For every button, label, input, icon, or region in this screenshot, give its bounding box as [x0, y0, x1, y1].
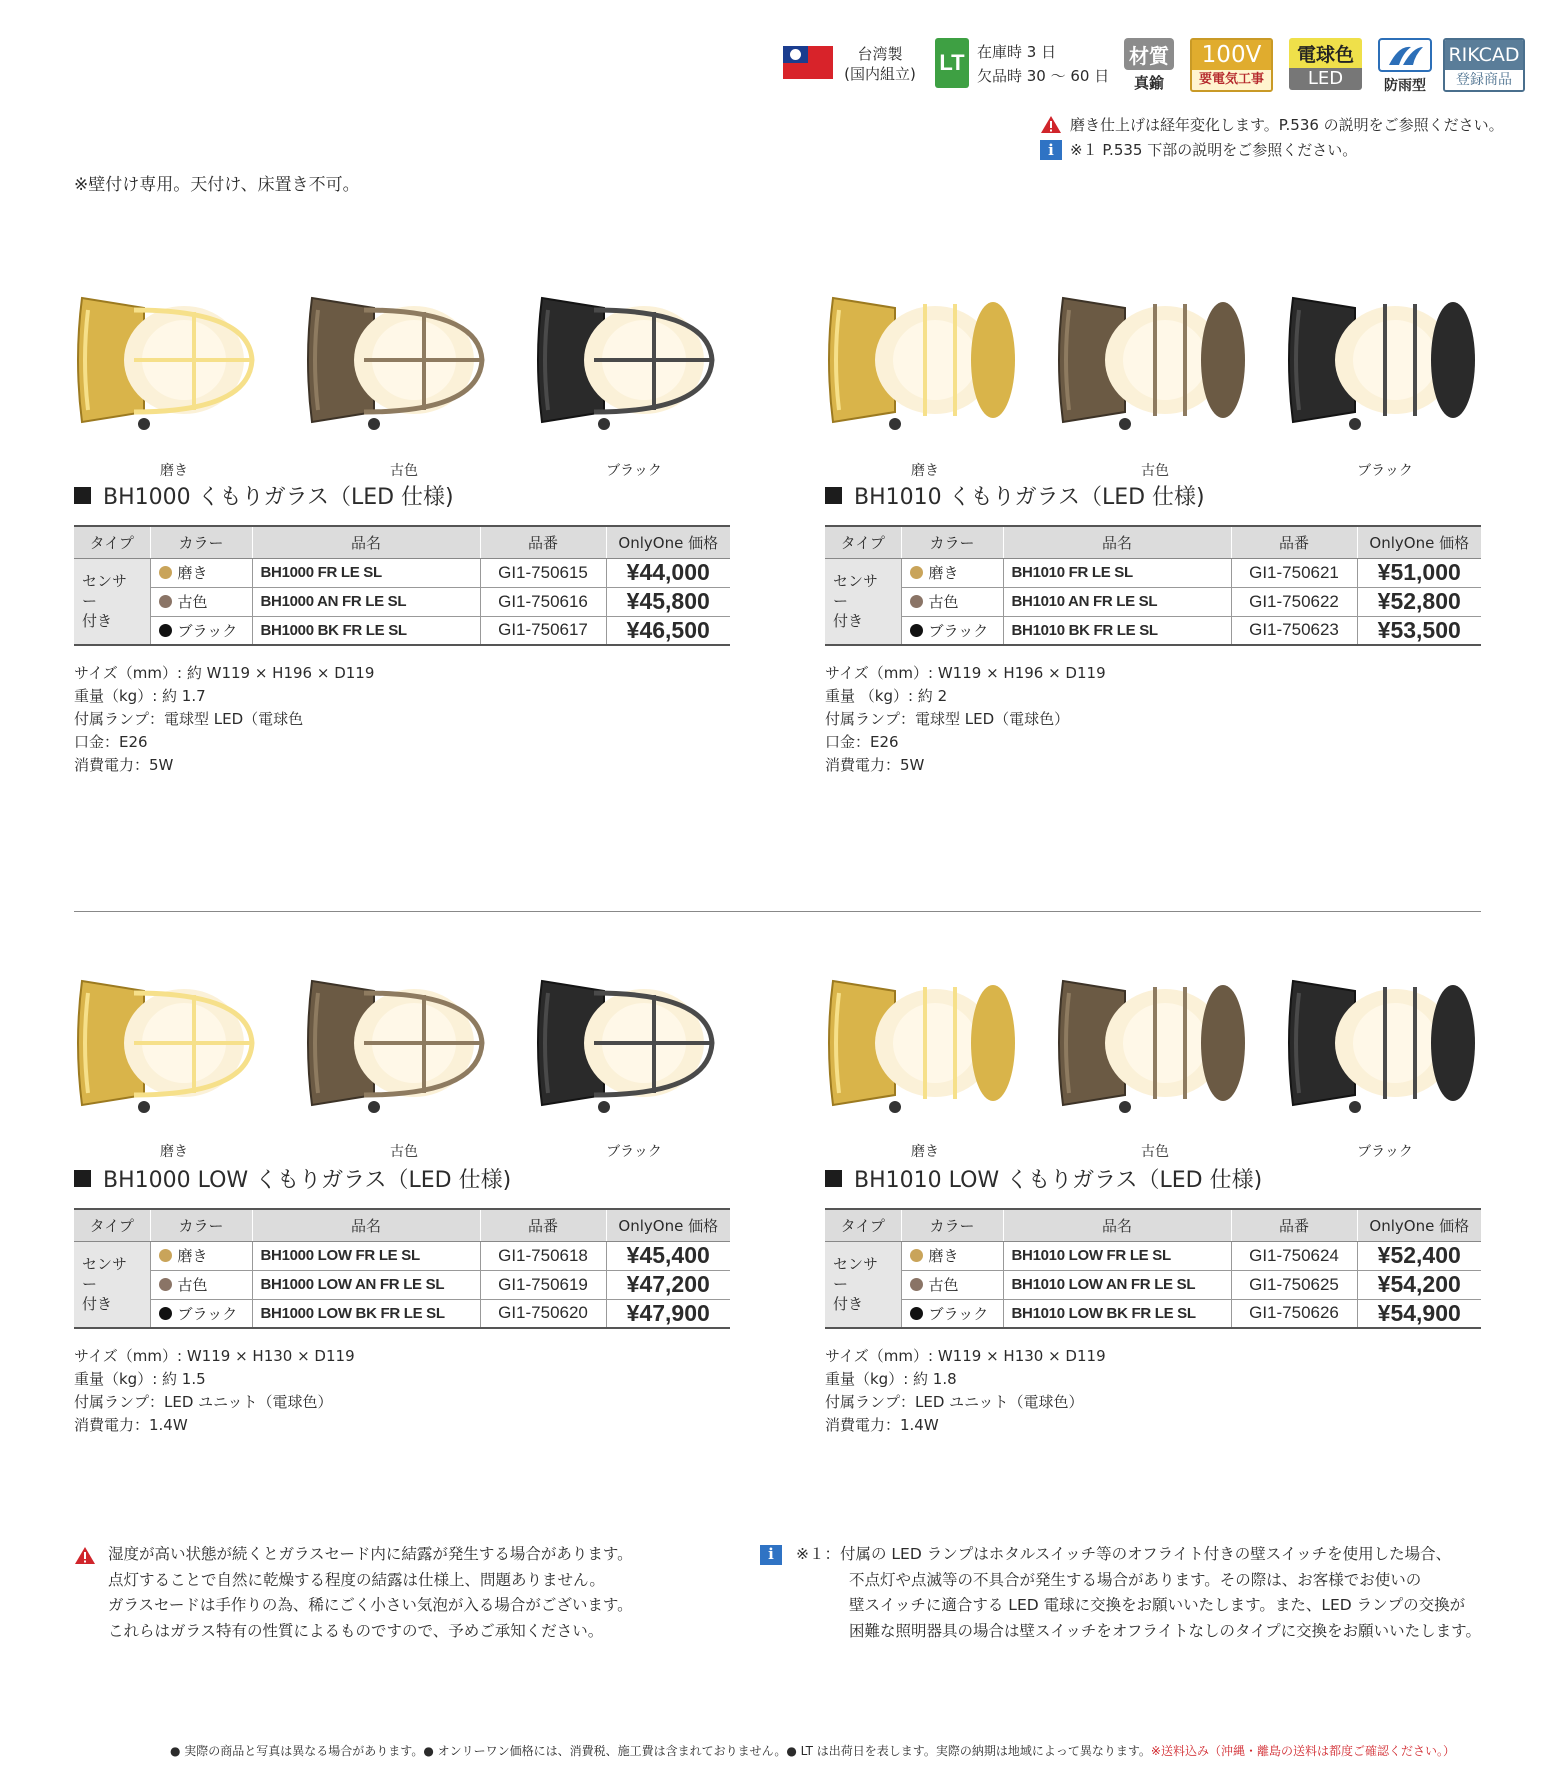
lamp-photo: [825, 290, 1040, 434]
product-price: ¥51,000: [1357, 558, 1481, 587]
lamp-photo: [534, 290, 749, 434]
table-header: タイプ: [74, 1209, 150, 1241]
square-bullet-icon: [825, 1170, 842, 1187]
table-row: [74, 587, 730, 616]
table-row: [825, 558, 1481, 587]
table-row: [825, 1270, 1481, 1299]
finish-label: 古色: [1141, 1144, 1169, 1160]
led-badge: 電球色 LED: [1289, 38, 1362, 90]
product-price: ¥46,500: [606, 616, 730, 645]
product-code: GI1-750625: [1231, 1270, 1357, 1299]
spec-list: [74, 662, 730, 777]
color-cell: ブラック: [150, 1299, 252, 1328]
type-cell: センサー 付き: [825, 1241, 901, 1328]
table-header: 品番: [480, 1209, 606, 1241]
table-row: [74, 1299, 730, 1328]
color-dot-icon: [159, 1249, 172, 1262]
product-photos: [74, 290, 730, 480]
spec-item: 重量（kg）: 約 1.5: [74, 1370, 206, 1388]
table-row: [825, 616, 1481, 645]
finish-label: ブラック: [1357, 1144, 1413, 1160]
spec-item: 消費電力：5W: [74, 756, 174, 774]
color-cell: 古色: [901, 1270, 1003, 1299]
table-row: [825, 1299, 1481, 1328]
table-header: OnlyOne 価格: [606, 1209, 730, 1241]
material-badge: 材質 真鍮: [1124, 38, 1174, 93]
table-header: 品番: [480, 526, 606, 558]
made-in-label: 台湾製 (国内組立): [844, 45, 916, 83]
color-cell: 古色: [150, 1270, 252, 1299]
led-switch-remark: i ※１：付属の LED ランプはホタルスイッチ等のオフライト付きの壁スイッチを使用した場合、 不点灯や点滅等の不具合が発生する場合があります。その際は、お客様でお使いの 壁スイッチに適合する LED 電球に交換をお願いいたします。また、LED ランプの交換が 困難な照明器具の場合は壁スイッチをオフライトなしのタイプに交換をお願いいたします。: [760, 1542, 1530, 1644]
table-header: 品名: [252, 1209, 480, 1241]
product-code: GI1-750618: [480, 1241, 606, 1270]
color-dot-icon: [910, 595, 923, 608]
table-header: カラー: [901, 526, 1003, 558]
table-header: 品名: [252, 526, 480, 558]
product-code: GI1-750616: [480, 587, 606, 616]
color-cell: 磨き: [901, 558, 1003, 587]
table-row: [74, 1270, 730, 1299]
spec-list: [825, 662, 1481, 777]
color-cell: 古色: [150, 587, 252, 616]
product-name: BH1000 AN FR LE SL: [252, 587, 480, 616]
product-price: ¥53,500: [1357, 616, 1481, 645]
price-table: [825, 525, 1481, 646]
product-photos: [825, 973, 1481, 1163]
voltage-badge: 100V 要電気工事: [1190, 38, 1273, 92]
color-dot-icon: [159, 595, 172, 608]
product-code: GI1-750622: [1231, 587, 1357, 616]
color-dot-icon: [910, 1307, 923, 1320]
color-cell: ブラック: [901, 1299, 1003, 1328]
product-code: GI1-750624: [1231, 1241, 1357, 1270]
product-price: ¥52,800: [1357, 587, 1481, 616]
finish-label: 磨き: [160, 1144, 188, 1160]
product-bh1010-low: [825, 973, 1481, 1437]
finish-label: ブラック: [606, 1144, 662, 1160]
lamp-photo: [1285, 973, 1500, 1127]
color-cell: ブラック: [150, 616, 252, 645]
product-price: ¥47,900: [606, 1299, 730, 1328]
finish-label: ブラック: [606, 463, 662, 479]
table-row: [74, 558, 730, 587]
finish-label: 古色: [1141, 463, 1169, 479]
product-code: GI1-750617: [480, 616, 606, 645]
table-header: 品名: [1003, 1209, 1231, 1241]
finish-label: 磨き: [911, 1144, 939, 1160]
price-table: [74, 525, 730, 646]
warning-icon: [1040, 115, 1062, 134]
finish-label: 古色: [390, 463, 418, 479]
price-table: [74, 1208, 730, 1329]
table-header: タイプ: [825, 1209, 901, 1241]
square-bullet-icon: [825, 487, 842, 504]
spec-item: 消費電力：1.4W: [825, 1416, 939, 1434]
product-photos: [74, 973, 730, 1163]
table-header: 品番: [1231, 1209, 1357, 1241]
color-cell: 磨き: [150, 558, 252, 587]
lamp-photo: [1285, 290, 1500, 434]
lamp-photo: [304, 290, 519, 434]
product-name: BH1000 BK FR LE SL: [252, 616, 480, 645]
product-price: ¥44,000: [606, 558, 730, 587]
finish-label: 磨き: [911, 463, 939, 479]
spec-item: 付属ランプ：電球型 LED（電球色）: [825, 710, 1070, 728]
color-dot-icon: [910, 1278, 923, 1291]
spec-item: 消費電力：1.4W: [74, 1416, 188, 1434]
product-title: BH1010 LOW くもりガラス（LED 仕様): [825, 1163, 1481, 1194]
color-dot-icon: [910, 1249, 923, 1262]
product-price: ¥54,900: [1357, 1299, 1481, 1328]
table-header: OnlyOne 価格: [1357, 1209, 1481, 1241]
color-dot-icon: [159, 566, 172, 579]
info-icon: i: [1040, 140, 1062, 160]
spec-item: 重量（kg）: 約 1.8: [825, 1370, 957, 1388]
square-bullet-icon: [74, 1170, 91, 1187]
spec-list: [74, 1345, 730, 1437]
condensation-caution: 湿度が高い状態が続くとガラスセード内に結露が発生する場合があります。 点灯することで自然に乾燥する程度の結露は仕様上、問題ありません。 ガラスセードは手作りの為、稀にごく小さい気泡が入る場合がございます。 これらはガラス特有の性質によるものですので、予めご承知ください。: [74, 1542, 694, 1644]
product-name: BH1000 LOW AN FR LE SL: [252, 1270, 480, 1299]
table-row: [74, 616, 730, 645]
color-dot-icon: [910, 566, 923, 579]
wall-mount-note: ※壁付け専用。天付け、床置き不可。: [74, 175, 360, 195]
spec-item: 付属ランプ：電球型 LED（電球色: [74, 710, 304, 728]
table-header: カラー: [150, 1209, 252, 1241]
spec-item: 重量 （kg）: 約 2: [825, 687, 948, 705]
info-icon: i: [760, 1545, 782, 1565]
type-cell: センサー 付き: [74, 1241, 150, 1328]
type-cell: センサー 付き: [825, 558, 901, 645]
lamp-photo: [304, 973, 519, 1127]
warning-icon: [74, 1546, 96, 1565]
spec-item: 付属ランプ：LED ユニット（電球色）: [74, 1393, 333, 1411]
product-code: GI1-750623: [1231, 616, 1357, 645]
section-divider: [74, 911, 1481, 912]
product-code: GI1-750619: [480, 1270, 606, 1299]
product-code: GI1-750626: [1231, 1299, 1357, 1328]
lamp-photo: [1055, 290, 1270, 434]
product-photos: [825, 290, 1481, 480]
table-header: 品番: [1231, 526, 1357, 558]
spec-item: 消費電力：5W: [825, 756, 925, 774]
lamp-photo: [825, 973, 1040, 1127]
lead-time-text: 在庫時 3 日 欠品時 30 〜 60 日: [977, 43, 1110, 85]
lamp-photo: [534, 973, 749, 1127]
product-name: BH1010 LOW FR LE SL: [1003, 1241, 1231, 1270]
table-row: [825, 587, 1481, 616]
product-price: ¥54,200: [1357, 1270, 1481, 1299]
spec-item: 口金：E26: [74, 733, 148, 751]
product-name: BH1000 FR LE SL: [252, 558, 480, 587]
color-dot-icon: [159, 1307, 172, 1320]
color-cell: 磨き: [150, 1241, 252, 1270]
product-name: BH1010 LOW AN FR LE SL: [1003, 1270, 1231, 1299]
header-notes: [1040, 114, 1504, 160]
table-row: [74, 1241, 730, 1270]
warn-note: 磨き仕上げは経年変化します。P.536 の説明をご参照ください。: [1070, 116, 1504, 134]
spec-item: サイズ（mm）: W119 × H130 × D119: [825, 1347, 1106, 1365]
taiwan-flag-icon: [783, 46, 833, 79]
color-dot-icon: [159, 624, 172, 637]
product-price: ¥45,800: [606, 587, 730, 616]
color-cell: ブラック: [901, 616, 1003, 645]
product-price: ¥52,400: [1357, 1241, 1481, 1270]
spec-item: 付属ランプ：LED ユニット（電球色）: [825, 1393, 1084, 1411]
product-price: ¥45,400: [606, 1241, 730, 1270]
spec-item: サイズ（mm）: W119 × H130 × D119: [74, 1347, 355, 1365]
product-title: BH1010 くもりガラス（LED 仕様): [825, 480, 1481, 511]
table-header: 品名: [1003, 526, 1231, 558]
color-cell: 古色: [901, 587, 1003, 616]
spec-list: [825, 1345, 1481, 1437]
product-name: BH1010 AN FR LE SL: [1003, 587, 1231, 616]
finish-label: 古色: [390, 1144, 418, 1160]
spec-item: サイズ（mm）: 約 W119 × H196 × D119: [74, 664, 375, 682]
page-footer: ● 実際の商品と写真は異なる場合があります。● オンリーワン価格には、消費税、施工費は含まれておりません。● LT は出荷日を表します。実際の納期は地域によって異なります。※送料込み（沖縄・離島の送料は都度ご確認ください。）: [170, 1744, 1455, 1758]
spec-item: 口金：E26: [825, 733, 899, 751]
color-dot-icon: [159, 1278, 172, 1291]
rainproof-icon: [1378, 38, 1432, 72]
product-title: BH1000 くもりガラス（LED 仕様): [74, 480, 730, 511]
rikcad-badge: RIKCAD 登録商品: [1443, 38, 1525, 92]
product-name: BH1010 BK FR LE SL: [1003, 616, 1231, 645]
square-bullet-icon: [74, 487, 91, 504]
product-code: GI1-750615: [480, 558, 606, 587]
lamp-photo: [1055, 973, 1270, 1127]
rainproof-badge: 防雨型: [1378, 38, 1432, 95]
spec-item: サイズ（mm）: W119 × H196 × D119: [825, 664, 1106, 682]
table-header: OnlyOne 価格: [1357, 526, 1481, 558]
product-code: GI1-750620: [480, 1299, 606, 1328]
table-header: タイプ: [74, 526, 150, 558]
table-header: タイプ: [825, 526, 901, 558]
product-title: BH1000 LOW くもりガラス（LED 仕様): [74, 1163, 730, 1194]
lamp-photo: [74, 973, 289, 1127]
finish-label: ブラック: [1357, 463, 1413, 479]
type-cell: センサー 付き: [74, 558, 150, 645]
lt-badge: LT: [935, 38, 969, 88]
table-row: [825, 1241, 1481, 1270]
color-cell: 磨き: [901, 1241, 1003, 1270]
finish-label: 磨き: [160, 463, 188, 479]
product-price: ¥47,200: [606, 1270, 730, 1299]
product-name: BH1000 LOW BK FR LE SL: [252, 1299, 480, 1328]
color-dot-icon: [910, 624, 923, 637]
product-bh1010: [825, 290, 1481, 777]
product-code: GI1-750621: [1231, 558, 1357, 587]
spec-item: 重量（kg）: 約 1.7: [74, 687, 206, 705]
lamp-photo: [74, 290, 289, 434]
product-bh1000: [74, 290, 730, 777]
table-header: カラー: [150, 526, 252, 558]
table-header: カラー: [901, 1209, 1003, 1241]
product-bh1000-low: [74, 973, 730, 1437]
product-name: BH1010 LOW BK FR LE SL: [1003, 1299, 1231, 1328]
product-name: BH1000 LOW FR LE SL: [252, 1241, 480, 1270]
price-table: [825, 1208, 1481, 1329]
info-note: ※１ P.535 下部の説明をご参照ください。: [1070, 141, 1358, 159]
table-header: OnlyOne 価格: [606, 526, 730, 558]
product-name: BH1010 FR LE SL: [1003, 558, 1231, 587]
